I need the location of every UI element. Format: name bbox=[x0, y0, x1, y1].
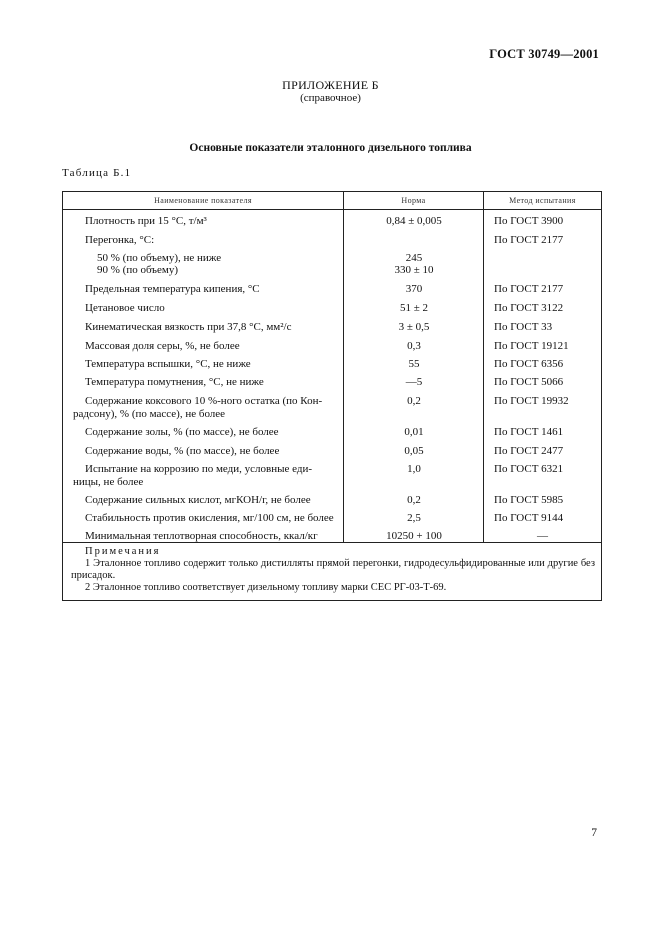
row-method: По ГОСТ 5985 bbox=[494, 494, 564, 506]
header-method: Метод испытания bbox=[509, 196, 576, 205]
row-name: Кинематическая вязкость при 37,8 °С, мм²/с bbox=[85, 321, 292, 333]
row-name: Содержание золы, % (по массе), не более bbox=[85, 426, 279, 438]
table-row bbox=[63, 321, 601, 334]
row-name: Стабильность против окисления, мг/100 см, не более bbox=[85, 512, 334, 524]
table-row bbox=[63, 395, 601, 420]
row-norm: 0,84 ± 0,005 bbox=[386, 215, 442, 227]
row-method: По ГОСТ 5066 bbox=[494, 376, 564, 388]
row-name: 90 % (по объему) bbox=[97, 264, 178, 276]
row-name: Содержание воды, % (по массе), не более bbox=[85, 445, 280, 457]
table-row bbox=[63, 283, 601, 296]
table-caption: Таблица Б.1 bbox=[62, 167, 132, 179]
row-norm: 330 ± 10 bbox=[394, 264, 434, 276]
row-name: Цетановое число bbox=[85, 302, 165, 314]
header-name: Наименование показателя bbox=[63, 192, 344, 209]
row-name: Массовая доля серы, %, не более bbox=[85, 340, 240, 352]
row-norm: 0,3 bbox=[407, 340, 421, 352]
row-method: По ГОСТ 19932 bbox=[494, 395, 569, 407]
row-method: По ГОСТ 33 bbox=[494, 321, 553, 333]
row-norm: 0,2 bbox=[407, 395, 421, 407]
row-norm: —5 bbox=[405, 376, 423, 388]
row-name: Предельная температура кипения, °С bbox=[85, 283, 260, 295]
row-norm: 2,5 bbox=[407, 512, 421, 524]
table-row bbox=[63, 302, 601, 315]
row-name: Плотность при 15 °С, т/м³ bbox=[85, 215, 207, 227]
section-heading: Основные показатели эталонного дизельного топлива bbox=[189, 142, 472, 154]
row-method bbox=[484, 252, 601, 265]
row-norm: 10250 + 100 bbox=[386, 530, 442, 542]
document-code: ГОСТ 30749—2001 bbox=[489, 47, 599, 61]
table-row bbox=[63, 494, 601, 507]
row-norm: 0,05 bbox=[404, 445, 424, 457]
table-row bbox=[63, 264, 601, 277]
table-header-row bbox=[63, 192, 601, 210]
row-method: По ГОСТ 2177 bbox=[494, 283, 564, 295]
row-norm: 0,01 bbox=[404, 426, 424, 438]
table-row bbox=[63, 234, 601, 247]
row-name bbox=[63, 395, 344, 420]
notes-title: Примечания bbox=[85, 546, 161, 557]
row-name: 50 % (по объему), не ниже bbox=[97, 252, 222, 264]
header-norm: Норма bbox=[344, 192, 484, 209]
appendix-title: ПРИЛОЖЕНИЕ Б bbox=[282, 78, 379, 92]
row-name-line: радсону), % (по массе), не более bbox=[73, 407, 226, 420]
row-method bbox=[484, 264, 601, 277]
row-name: Температура вспышки, °С, не ниже bbox=[85, 358, 251, 370]
row-method: По ГОСТ 2477 bbox=[494, 445, 564, 457]
row-name bbox=[63, 463, 344, 488]
table-row bbox=[63, 252, 601, 265]
row-method: По ГОСТ 19121 bbox=[494, 340, 569, 352]
row-norm: 55 bbox=[408, 358, 420, 370]
row-name: Содержание сильных кислот, мгКОН/г, не более bbox=[85, 494, 311, 506]
table-notes bbox=[63, 542, 601, 600]
table-row bbox=[63, 530, 601, 543]
row-norm: 1,0 bbox=[407, 463, 421, 475]
row-method: По ГОСТ 1461 bbox=[494, 426, 564, 438]
note-item: 2 Эталонное топливо соответствует дизельному топливу марки СЕС РГ-03-Т-69. bbox=[85, 582, 447, 593]
row-method: По ГОСТ 2177 bbox=[494, 234, 564, 246]
row-method: — bbox=[537, 530, 548, 542]
row-method: По ГОСТ 9144 bbox=[494, 512, 564, 524]
row-name-line: ницы, не более bbox=[73, 475, 144, 488]
row-method: По ГОСТ 6356 bbox=[494, 358, 564, 370]
row-norm: 51 ± 2 bbox=[399, 302, 429, 314]
indicators-table bbox=[62, 191, 602, 601]
row-norm: 3 ± 0,5 bbox=[398, 321, 430, 333]
table-row bbox=[63, 463, 601, 488]
table-row bbox=[63, 340, 601, 353]
table-body bbox=[63, 210, 601, 542]
table-row bbox=[63, 358, 601, 371]
row-norm bbox=[344, 234, 484, 247]
row-name: Температура помутнения, °С, не ниже bbox=[85, 376, 264, 388]
appendix-subtitle: (справочное) bbox=[300, 92, 361, 104]
table-row bbox=[63, 215, 601, 228]
row-norm: 0,2 bbox=[407, 494, 421, 506]
table-row bbox=[63, 426, 601, 439]
row-method: По ГОСТ 3122 bbox=[494, 302, 564, 314]
row-norm: 245 bbox=[405, 252, 423, 264]
table-row bbox=[63, 445, 601, 458]
row-name-line: Испытание на коррозию по меди, условные еди- bbox=[85, 463, 313, 475]
table-row bbox=[63, 376, 601, 389]
row-name: Перегонка, °С: bbox=[85, 234, 155, 246]
row-method: По ГОСТ 3900 bbox=[494, 215, 564, 227]
row-norm: 370 bbox=[405, 283, 423, 295]
row-name: Минимальная теплотворная способность, ккал/кг bbox=[85, 530, 318, 542]
note-item: 1 Эталонное топливо содержит только дистилляты прямой перегонки, гидродесульфидированные или другие без присадок. bbox=[71, 558, 595, 581]
table-row bbox=[63, 512, 601, 525]
row-name-line: Содержание коксового 10 %-ного остатка (по Кон- bbox=[85, 395, 323, 407]
page-number: 7 bbox=[591, 827, 597, 839]
row-method: По ГОСТ 6321 bbox=[494, 463, 564, 475]
